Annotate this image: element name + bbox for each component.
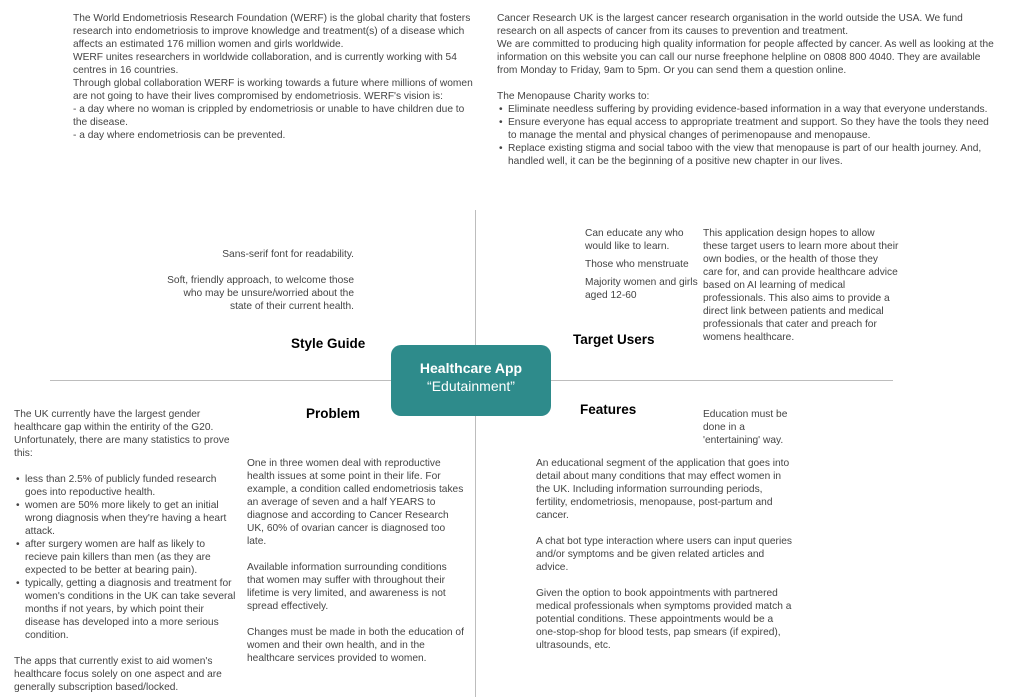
list-item: • typically, getting a diagnosis and treatment for women's conditions in the UK can take several months if not years, by which point their disease has developed into a more serious condition. — [14, 577, 239, 642]
werf-paragraph: Through global collaboration WERF is working towards a future where millions of women are not going to have their lives compromised by endometriosis. WERF's vision is: — [73, 78, 473, 102]
app-subtitle: “Edutainment” — [427, 378, 515, 394]
target-user-note: Can educate any who would like to learn. — [585, 228, 684, 252]
style-guide-notes — [160, 248, 354, 313]
heading-target-users: Target Users — [573, 332, 655, 347]
list-item: • after surgery women are half as likely to recieve pain killers than men (as they are expected to be better at bearing pain). — [14, 538, 239, 577]
werf-paragraph: The World Endometriosis Research Foundation (WERF) is the global charity that fosters research into endometriosis to improve knowledge and treatment(s) of a disease which affects an estimated 176 million women and girls worldwide. — [73, 13, 471, 50]
cruk-paragraph: We are committed to producing high quality information for people affected by cancer. As well as looking at the information on this website you can call our nurse freephone helpline on 0808 800 4040. They are available from Monday to Friday, 9am to 5pm. Or you can send them a question online. — [497, 39, 994, 76]
list-item: • Ensure everyone has equal access to appropriate treatment and support. So they have the tools they need to manage the mental and physical changes of perimenopause and menopause. — [497, 116, 994, 142]
target-user-paragraph: This application design hopes to allow these target users to learn more about their own bodies, or the health of those they care for, and can provide healthcare advice based on AI learning of medical professionals. This also aims to provide a direct link between patients and medical professionals that cater and preach for womens healthcare. — [703, 228, 899, 343]
cruk-paragraph: Cancer Research UK is the largest cancer research organisation in the world outside the USA. We fund research on all aspects of cancer from its causes to prevention and treatment. — [497, 13, 963, 37]
feature-paragraph: Given the option to book appointments with partnered medical professionals when symptoms provided match a potential conditions. These appointments would be a one-stop-shop for blood tests, pap smears (if expired), ultrasounds, etc. — [536, 588, 792, 651]
heading-features: Features — [580, 402, 637, 417]
features-note-text: Education must be done in a 'entertaining' way. — [703, 409, 788, 446]
app-title: Healthcare App — [419, 360, 523, 376]
cruk-text-block — [497, 12, 994, 168]
style-note: Sans-serif font for readability. — [222, 249, 354, 260]
vertical-divider — [475, 210, 476, 697]
heading-problem: Problem — [306, 406, 361, 421]
style-note: Soft, friendly approach, to welcome those who may be unsure/worried about the state of their current health. — [167, 275, 354, 312]
target-user-note: Majority women and girls aged 12-60 — [585, 277, 698, 301]
werf-paragraph: - a day where no woman is crippled by endometriosis or unable to have children due to the disease. — [73, 104, 465, 128]
features-note — [703, 408, 799, 447]
werf-text-block — [73, 12, 478, 142]
menopause-intro: The Menopause Charity works to: — [497, 91, 650, 102]
werf-paragraph: WERF unites researchers in worldwide collaboration, and is currently working with 54 centres in 16 countries. — [73, 52, 457, 76]
features-block — [536, 457, 793, 652]
problem-details-block — [247, 457, 465, 665]
problem-paragraph: Changes must be made in both the education of women and their own health, and in the healthcare services provided to women. — [247, 627, 464, 664]
problem-intro: The UK currently have the largest gender healthcare gap within the entirity of the G20. Unfortunately, there are many statistics to prove this: — [14, 409, 230, 459]
list-item: • Replace existing stigma and social taboo with the view that menopause is part of our health journey. And, handled well, it can be the beginning of a positive new chapter in our lives. — [497, 142, 994, 168]
problem-paragraph: One in three women deal with reproductive health issues at some point in their life. For example, a condition called endometriosis takes an average of seven and a half YEARS to diagnose and according to Cancer Research UK, 60% of ovarian cancer is diagnosed too late. — [247, 458, 464, 547]
target-user-note: Those who menstruate — [585, 259, 689, 270]
list-item: • Eliminate needless suffering by providing evidence-based information in a way that everyone understands. — [497, 103, 994, 116]
target-users-description — [703, 227, 899, 344]
heading-style-guide: Style Guide — [291, 336, 366, 351]
problem-outro: The apps that currently exist to aid women's healthcare focus solely on one aspect and are generally subscription based/locked. — [14, 656, 222, 693]
central-app-box — [391, 345, 551, 416]
werf-paragraph: - a day where endometriosis can be prevented. — [73, 130, 286, 141]
menopause-list — [497, 103, 994, 168]
target-users-short — [585, 227, 703, 302]
list-item: • women are 50% more likely to get an initial wrong diagnosis when they're having a heart attack. — [14, 499, 239, 538]
problem-statistics-block — [14, 408, 239, 694]
problem-paragraph: Available information surrounding conditions that women may suffer with throughout their lifetime is very limited, and awareness is not spread effectively. — [247, 562, 447, 612]
list-item: • less than 2.5% of publicly funded research goes into repoductive health. — [14, 473, 239, 499]
statistics-list — [14, 473, 239, 642]
feature-paragraph: An educational segment of the application that goes into detail about many conditions that may effect women in the UK. Including information surrounding periods, fertility, endometriosis, menopause, post-partum and cancer. — [536, 458, 790, 521]
feature-paragraph: A chat bot type interaction where users can input queries and/or symptoms and be given related articles and advice. — [536, 536, 792, 573]
